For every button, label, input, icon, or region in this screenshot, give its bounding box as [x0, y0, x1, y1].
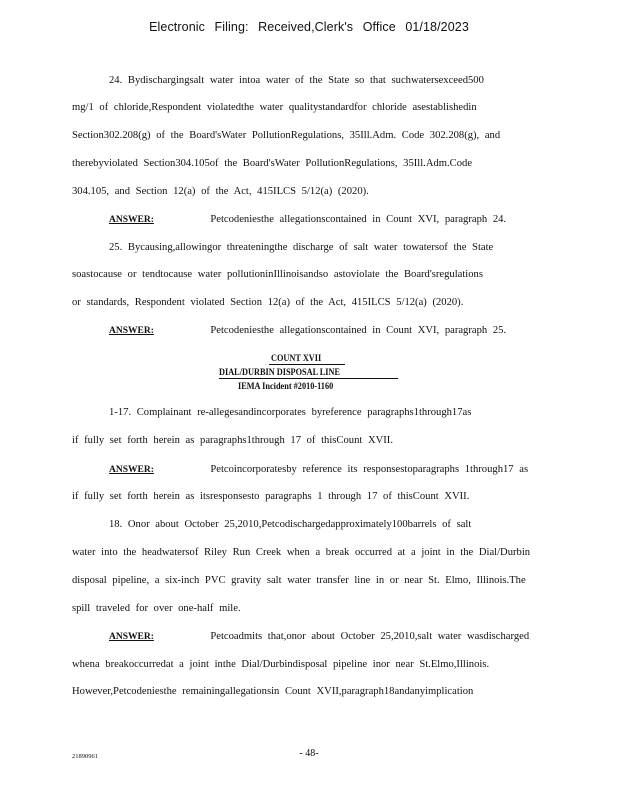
paragraph-1-17-line-1: 1-17. Complainant re-allegesandincorporates byreference paragraphs1through17as — [109, 407, 472, 418]
paragraph-24-line-3: Section302.208(g) of the Board'sWater PollutionRegulations, 35Ill.Adm. Code 302.208(g), and — [72, 130, 501, 141]
answer-label: ANSWER: — [109, 632, 154, 642]
paragraph-18-line-1: 18. Onor about October 25,2010,Petcodischargedapproximately100barrels of salt — [109, 519, 472, 530]
paragraph-25-line-2: soastocause or tendtocause water pollutioninIllinoisandso astoviolate the Board'sregulations — [72, 269, 483, 280]
paragraph-24-line-2: mg/1 of chloride,Respondent violatedthe water qualitystandardfor chloride asestablishedin — [72, 102, 477, 113]
answer-24 — [109, 213, 506, 227]
answer-18-text: Petcoadmits that,onor about October 25,2010,salt water wasdischarged — [210, 631, 530, 642]
answer-18-line-3: However,Petcodeniesthe remainingallegationsin Count XVII,paragraph18andanyimplication — [72, 686, 474, 697]
paragraph-1-17-line-2: if fully set forth herein as paragraphs1through 17 of thisCount XVII. — [72, 435, 393, 446]
answer-18-line-1 — [109, 630, 529, 644]
answer-24-text: Petcodeniesthe allegationscontained in Count XVI, paragraph 24. — [210, 214, 507, 225]
paragraph-24-line-1: 24. Bydischargingsalt water intoa water of the State so that suchwatersexceed500 — [109, 75, 484, 86]
paragraph-24-line-4: therebyviolated Section304.105of the Board'sWater PollutionRegulations, 35Ill.Adm.Code — [72, 158, 473, 169]
filing-stamp-header: Electronic Filing: Received,Clerk's Office 01/18/2023 — [149, 20, 469, 34]
paragraph-25-line-3: or standards, Respondent violated Section 12(a) of the Act, 415ILCS 5/12(a) (2020). — [72, 297, 464, 308]
count-heading-incident: IEMA Incident #2010-1160 — [238, 381, 334, 391]
count-heading-underline — [269, 364, 345, 365]
paragraph-18-line-2: water into the headwatersof Riley Run Creek when a break occurred at a joint in the Dial/Durbin — [72, 547, 531, 558]
count-heading-title: COUNT XVII — [271, 353, 322, 363]
answer-label: ANSWER: — [109, 465, 154, 475]
paragraph-18-line-3: disposal pipeline, a six-inch PVC gravity salt water transfer line in or near St. Elmo, Illinois.The — [72, 575, 526, 586]
count-heading-subtitle: DIAL/DURBIN DISPOSAL LINE — [219, 367, 341, 377]
answer-25 — [109, 324, 506, 338]
count-heading-subtitle-underline — [219, 378, 398, 379]
answer-label: ANSWER: — [109, 326, 154, 336]
document-number: 21890961 — [72, 753, 98, 760]
answer-1-17-text: Petcoincorporatesby reference its responsestoparagraphs 1through17 as — [210, 464, 529, 475]
answer-1-17-line-1 — [109, 463, 528, 477]
page-number: - 48- — [299, 748, 319, 759]
paragraph-24-line-5: 304.105, and Section 12(a) of the Act, 415ILCS 5/12(a) (2020). — [72, 186, 369, 197]
answer-25-text: Petcodeniesthe allegationscontained in Count XVI, paragraph 25. — [210, 325, 507, 336]
answer-18-line-2: whena breakoccurredat a joint inthe Dial/Durbindisposal pipeline inor near St.Elmo,Illinois. — [72, 659, 490, 670]
answer-1-17-line-2: if fully set forth herein as itsresponsesto paragraphs 1 through 17 of thisCount XVII. — [72, 491, 470, 502]
paragraph-18-line-4: spill traveled for over one-half mile. — [72, 603, 241, 614]
paragraph-25-line-1: 25. Bycausing,allowingor threateningthe discharge of salt water towatersof the State — [109, 242, 494, 253]
answer-label: ANSWER: — [109, 215, 154, 225]
